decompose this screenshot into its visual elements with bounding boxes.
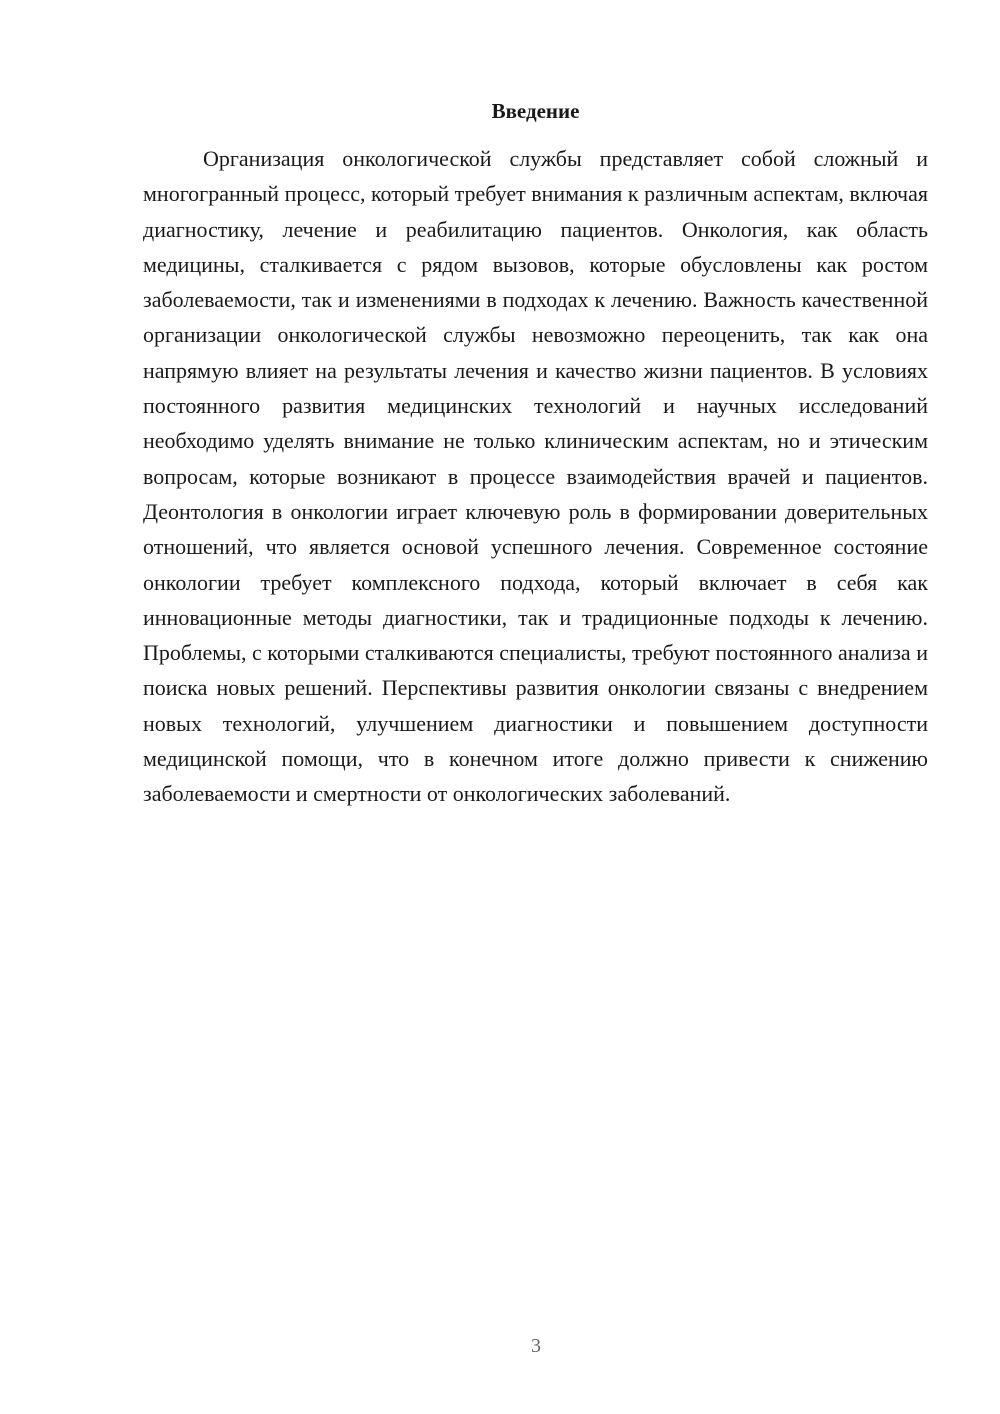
section-heading: Введение [491,99,580,123]
page-number: 3 [531,1335,541,1357]
body-paragraph: Организация онкологической службы представляет собой сложный и многогранный процесс, который требует внимания к различным аспектам, включая диагностику, лечение и реабилитацию пациентов. Онкология, как область медицины, сталкивается с рядом вызовов, которые обусловлены как ростом заболеваемости, так и изменениями в подходах к лечению. Важность качественной организации онкологической службы невозможно переоценить, так как она напрямую влияет на результаты лечения и качество жизни пациентов. В условиях постоянного развития медицинских технологий и научных исследований необходимо уделять внимание не только клиническим аспектам, но и этическим вопросам, которые возникают в процессе взаимодействия врачей и пациентов. Деонтология в онкологии играет ключевую роль в формировании доверительных отношений, что является основой успешного лечения. Современное состояние онкологии требует комплексного подхода, который включает в себя как инновационные методы диагностики, так и традиционные подходы к лечению. Проблемы, с которыми сталкиваются специалисты, требуют постоянного анализа и поиска новых решений. Перспективы развития онкологии связаны с внедрением новых технологий, улучшением диагностики и повышением доступности медицинской помощи, что в конечном итоге должно привести к снижению заболеваемости и смертности от онкологических заболеваний. [143,146,928,807]
